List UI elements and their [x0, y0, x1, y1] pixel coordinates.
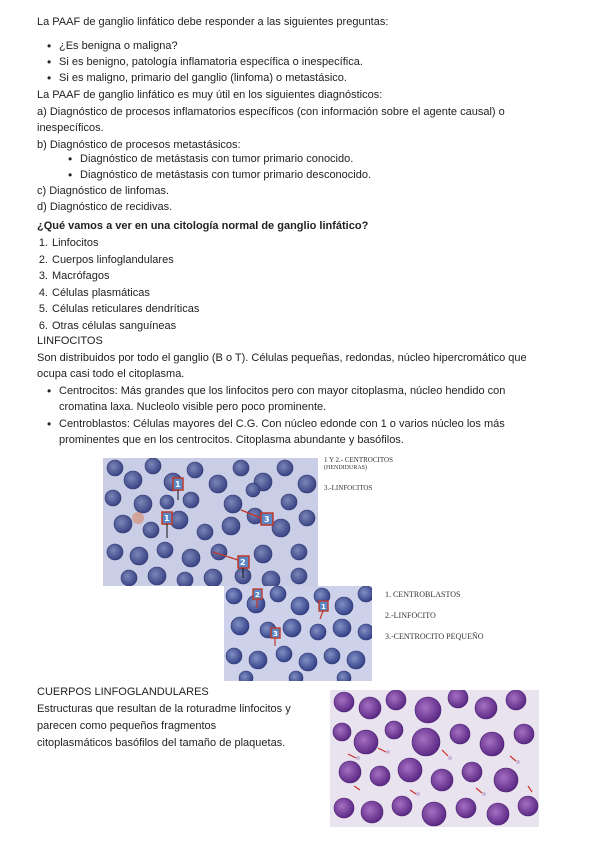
figure2-legend-2: 2.-LINFOCITO: [385, 611, 436, 620]
diag-b: b) Diagnóstico de procesos metastásicos:: [37, 139, 241, 151]
list-item-centrocitos: • Centrocitos: Más grandes que los linfocitos pero con mayor citoplasma, núcleo hendido con: [45, 383, 505, 399]
list-item: 2. Cuerpos linfoglandulares: [38, 253, 174, 266]
list-item: 6. Otras células sanguíneas: [38, 319, 177, 332]
micrograph-cuerpos-image: [330, 690, 539, 827]
diag-d: d) Diagnóstico de recidivas.: [37, 201, 173, 213]
normal-list: [32, 235, 199, 334]
micrograph-centroblastos-image: [224, 586, 372, 681]
list-item: • Diagnóstico de metástasis con tumor primario conocido.: [66, 151, 371, 167]
paaf-questions-list: [45, 38, 363, 86]
diag-b-list: [66, 151, 371, 183]
figure1-legend-1: 1 Y 2.- CENTROCITOS: [324, 456, 393, 464]
linfocitos-types-list: [45, 383, 505, 399]
cuerpos-heading: CUERPOS LINFOGLANDULARES: [37, 686, 209, 698]
centroblastos-line2: prominentes que en los centrocitos. Citoplasma abundante y basófilos.: [59, 434, 404, 446]
list-item: • Si es benigno, patología inflamatoria específica o inespecífica.: [45, 54, 363, 70]
list-item: 1. Linfocitos: [38, 237, 99, 249]
list-item: 4. Células plasmáticas: [38, 286, 150, 299]
diag-c: c) Diagnóstico de linfomas.: [37, 185, 170, 197]
figure1-legend-2: 3.-LINFOCITOS: [324, 484, 373, 492]
paaf-intro: La PAAF de ganglio linfático debe responder a las siguientes preguntas:: [37, 16, 389, 28]
linfocitos-desc-line1: Son distribuidos por todo el ganglio (B o T). Células pequeñas, redondas, núcleo hipercromático que: [37, 352, 527, 364]
list-item: 5. Células reticulares dendríticas: [38, 303, 200, 315]
micrograph-cuerpos-linfoglandulares: [330, 690, 539, 827]
diag-a-line1: a) Diagnóstico de procesos inflamatorios específicos (con información sobre el agente causal) o: [37, 106, 505, 118]
list-item: 3. Macrófagos: [38, 270, 110, 282]
linfocitos-heading: LINFOCITOS: [37, 335, 103, 347]
linfocitos-desc-line2: ocupa casi todo el citoplasma.: [37, 368, 185, 380]
list-item: • Si es maligno, primario del ganglio (linfoma) o metastásico.: [45, 70, 363, 86]
cuerpos-line3: citoplasmáticos basófilos del tamaño de plaquetas.: [37, 737, 286, 749]
list-item: • Diagnóstico de metástasis con tumor primario desconocido.: [66, 167, 371, 183]
list-item-centroblastos: • Centroblastos: Células mayores del C.G. Con núcleo edonde con 1 o varios núcleo los más: [45, 416, 505, 432]
micrograph-centrocitos: [103, 458, 318, 586]
marker-label: 1: [175, 480, 181, 489]
marker-label: 3: [264, 515, 270, 524]
marker-label: 3: [273, 630, 278, 638]
figure2-legend-3: 3.-CENTROCITO PEQUEÑO: [385, 632, 484, 641]
micrograph-centrocitos-image: [103, 458, 318, 586]
marker-label: 1: [321, 603, 326, 611]
normal-heading: ¿Qué vamos a ver en una citología normal de ganglio linfático?: [37, 220, 369, 232]
marker-label: 1: [164, 514, 170, 523]
marker-label: 2: [255, 591, 260, 599]
figure1-legend-1b: (HENDIDURAS): [324, 465, 367, 471]
centrocitos-line2: cromatina laxa. Nucleolo visible pero poco prominente.: [59, 401, 327, 413]
marker-label: 2: [240, 558, 246, 567]
micrograph-centroblastos: [224, 586, 372, 681]
list-item: • ¿Es benigna o maligna?: [45, 38, 363, 54]
paaf-useful-intro: La PAAF de ganglio linfático es muy útil en los siguientes diagnósticos:: [37, 89, 383, 101]
cuerpos-line2: parecen como pequeños fragmentos: [37, 720, 217, 732]
diag-a-line2: inespecíficos.: [37, 122, 104, 134]
figure2-legend-1: 1. CENTROBLASTOS: [385, 590, 461, 599]
cuerpos-line1: Estructuras que resultan de la roturadme linfocitos y: [37, 703, 291, 715]
linfocitos-types-list-2: [45, 416, 505, 432]
